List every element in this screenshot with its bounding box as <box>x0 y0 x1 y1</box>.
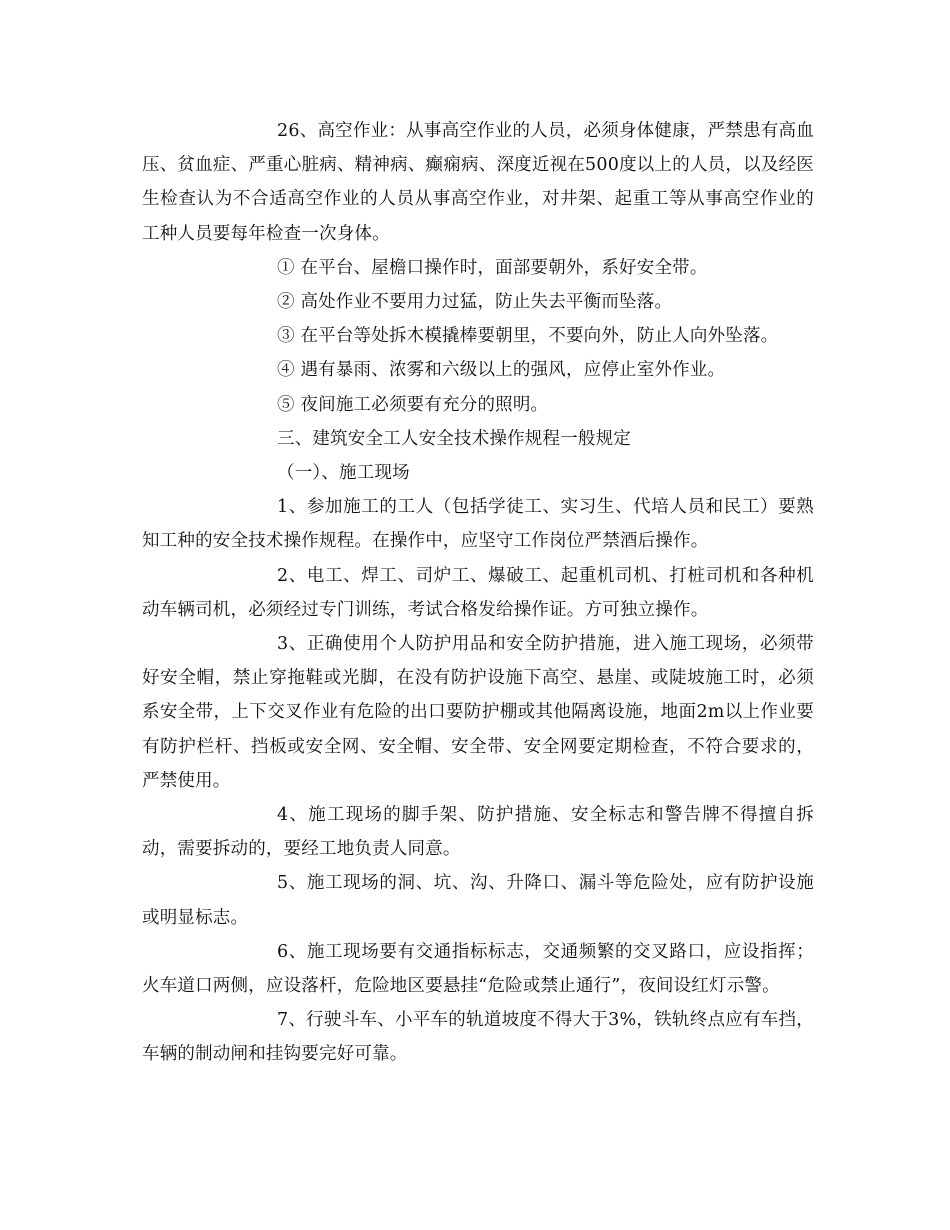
paragraph-rule-5: 5、施工现场的洞、坑、沟、升降口、漏斗等危险处，应有防护设施或明显标志。 <box>142 873 814 928</box>
paragraph-26-high-altitude-work: 26、高空作业：从事高空作业的人员，必须身体健康，严禁患有高血压、贫血症、严重心脏病、精神病、癫痫病、深度近视在500度以上的人员，以及经医生检查认为不合适高空作业的人员从事高空作业，对井架、起重工等从事高空作业的工种人员要每年检查一次身体。 <box>142 121 814 244</box>
list-item-1: ① 在平台、屋檐口操作时，面部要朝外，系好安全带。 <box>277 257 708 278</box>
document-body <box>142 114 814 1072</box>
section-heading-3: 三、建筑安全工人安全技术操作规程一般规定 <box>277 428 631 449</box>
paragraph-rule-2: 2、电工、焊工、司炉工、爆破工、起重机司机、打桩司机和各种机动车辆司机，必须经过专门训练，考试合格发给操作证。方可独立操作。 <box>142 565 814 620</box>
paragraph-rule-7: 7、行驶斗车、小平车的轨道坡度不得大于3%，铁轨终点应有车挡，车辆的制动闸和挂钩要完好可靠。 <box>142 1010 814 1065</box>
list-item-3: ③ 在平台等处拆木模撬棒要朝里，不要向外，防止人向外坠落。 <box>277 326 779 347</box>
paragraph-rule-3: 3、正确使用个人防护用品和安全防护措施，进入施工现场，必须带好安全帽，禁止穿拖鞋或光脚，在没有防护设施下高空、悬崖、或陡坡施工时，必须系安全带，上下交叉作业有危险的出口要防护棚或其他隔离设施，地面2m以上作业要有防护栏杆、挡板或安全网、安全帽、安全带、安全网要定期检查，不符合要求的，严禁使用。 <box>142 634 814 791</box>
paragraph-rule-1: 1、参加施工的工人（包括学徒工、实习生、代培人员和民工）要熟知工种的安全技术操作规程。在操作中，应坚守工作岗位严禁酒后操作。 <box>142 497 814 552</box>
paragraph-rule-4: 4、施工现场的脚手架、防护措施、安全标志和警告牌不得擅自拆动，需要拆动的，要经工地负责人同意。 <box>142 805 814 860</box>
list-item-5: ⑤ 夜间施工必须要有充分的照明。 <box>277 394 549 415</box>
subsection-heading-1: （一）、施工现场 <box>277 463 410 484</box>
list-item-4: ④ 遇有暴雨、浓雾和六级以上的强风，应停止室外作业。 <box>277 360 726 381</box>
paragraph-rule-6: 6、施工现场要有交通指标标志，交通频繁的交叉路口，应设指挥；火车道口两侧，应设落杆，危险地区要悬挂“危险或禁止通行”，夜间设红灯示警。 <box>142 941 814 997</box>
list-item-2: ② 高处作业不要用力过猛，防止失去平衡而坠落。 <box>277 292 673 313</box>
